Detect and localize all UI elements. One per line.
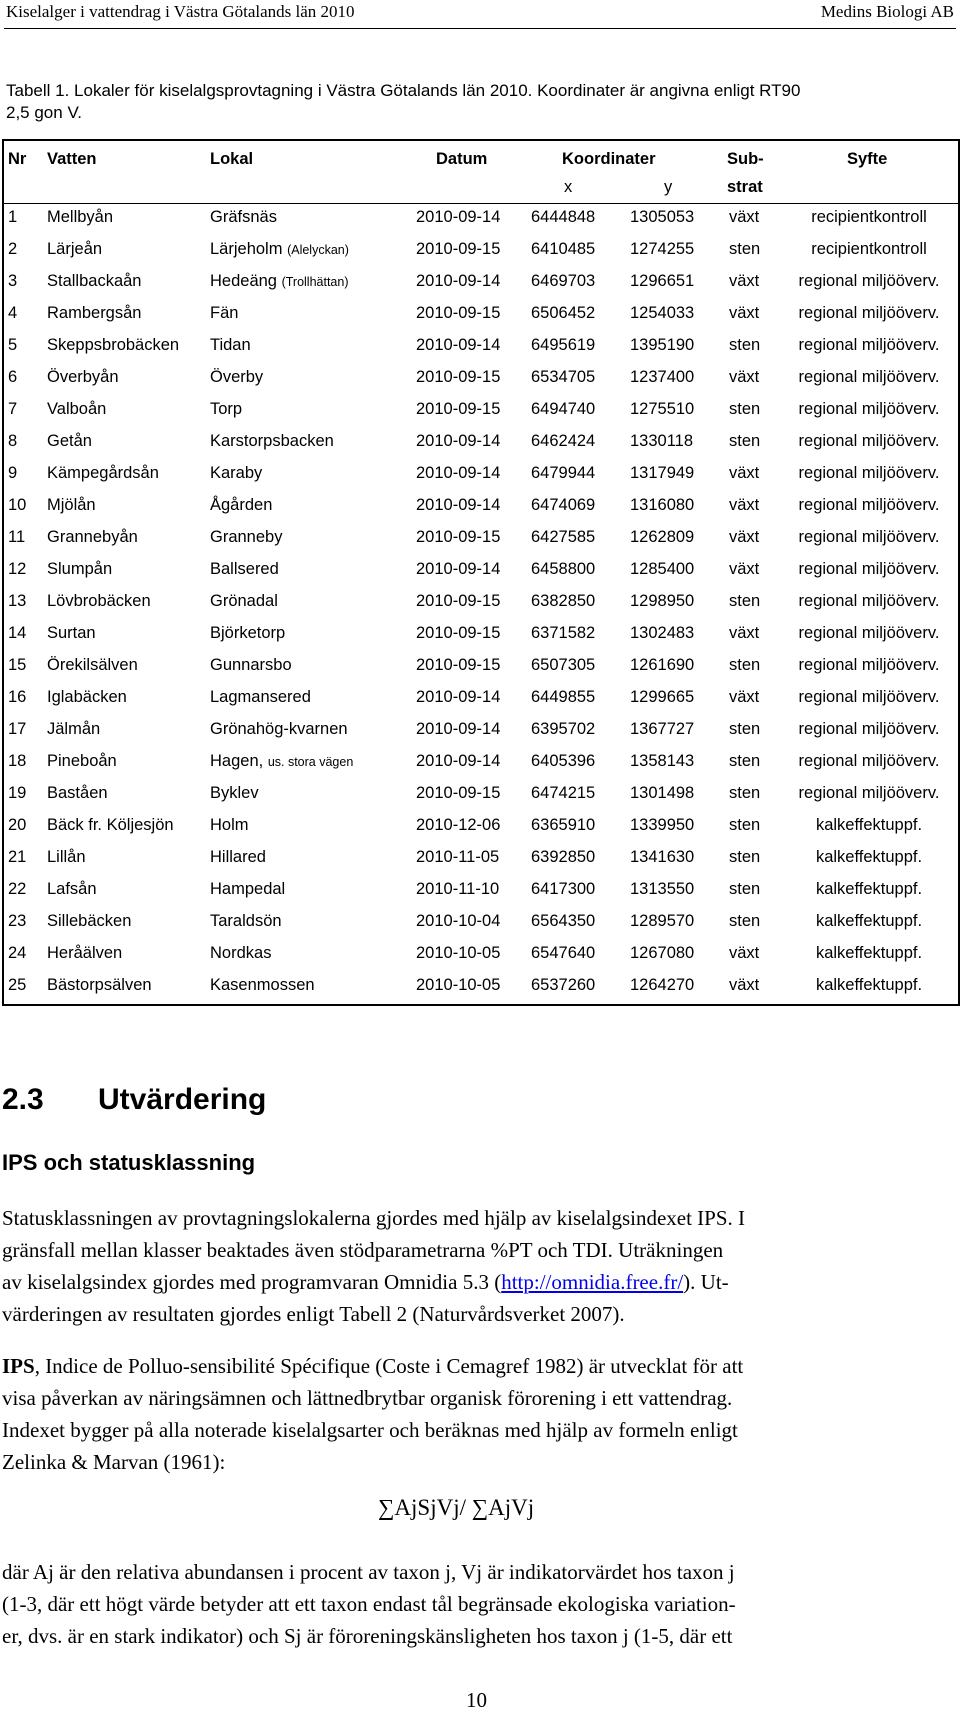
cell-nr: 22 xyxy=(8,880,27,898)
paragraph-definitions xyxy=(2,1556,956,1652)
section-heading xyxy=(2,1083,266,1117)
cell-syfte: regional miljööverv. xyxy=(798,432,940,450)
lokal-name: Överby xyxy=(210,368,264,386)
cell-syfte: regional miljööverv. xyxy=(798,624,940,642)
cell-substrat: växt xyxy=(729,496,760,514)
cell-x: 6449855 xyxy=(531,688,596,706)
cell-substrat: växt xyxy=(729,624,760,642)
running-header xyxy=(0,0,960,30)
cell-substrat: sten xyxy=(729,816,761,834)
cell-y: 1237400 xyxy=(630,368,695,386)
lokal-name: Karstorpsbacken xyxy=(210,432,334,450)
cell-lokal xyxy=(210,272,349,291)
cell-datum: 2010-09-14 xyxy=(416,432,501,450)
page-number: 10 xyxy=(466,1688,487,1712)
lokal-name: Hampedal xyxy=(210,880,286,898)
cell-vatten: Sillebäcken xyxy=(47,912,132,930)
cell-vatten: Örekilsälven xyxy=(47,656,138,674)
cell-vatten: Stallbackaån xyxy=(47,272,142,290)
lokal-name: Björketorp xyxy=(210,624,286,642)
cell-x: 6365910 xyxy=(531,816,596,834)
table-row xyxy=(4,587,958,619)
col-header-koordinater: Koordinater xyxy=(562,150,656,168)
cell-y: 1274255 xyxy=(630,240,695,258)
cell-lokal xyxy=(210,656,292,675)
col-header-datum: Datum xyxy=(436,150,488,168)
cell-substrat: växt xyxy=(729,368,760,386)
cell-lokal xyxy=(210,304,238,323)
table-row xyxy=(4,427,958,459)
lokal-note: (Alelyckan) xyxy=(287,243,349,257)
ips-term: IPS xyxy=(2,1354,35,1378)
lokal-name: Gräfsnäs xyxy=(210,208,277,226)
cell-vatten: Iglabäcken xyxy=(47,688,127,706)
cell-vatten: Lövbrobäcken xyxy=(47,592,151,610)
col-header-substrat-1: Sub- xyxy=(727,150,764,168)
cell-x: 6479944 xyxy=(531,464,596,482)
cell-datum: 2010-10-04 xyxy=(416,912,501,930)
cell-y: 1316080 xyxy=(630,496,695,514)
cell-substrat: sten xyxy=(729,432,761,450)
cell-x: 6547640 xyxy=(531,944,596,962)
subheading: IPS och statusklassning xyxy=(2,1150,256,1175)
cell-vatten: Överbyån xyxy=(47,368,119,386)
table-row xyxy=(4,619,958,651)
lokal-name: Torp xyxy=(210,400,243,418)
cell-vatten: Skeppsbrobäcken xyxy=(47,336,180,354)
cell-lokal xyxy=(210,400,242,419)
cell-substrat: sten xyxy=(729,240,761,258)
cell-syfte: regional miljööverv. xyxy=(798,304,940,322)
cell-x: 6417300 xyxy=(531,880,596,898)
table-row xyxy=(4,747,958,779)
cell-y: 1267080 xyxy=(630,944,695,962)
cell-x: 6506452 xyxy=(531,304,596,322)
cell-nr: 1 xyxy=(8,208,18,226)
table-row xyxy=(4,715,958,747)
cell-vatten: Lafsån xyxy=(47,880,97,898)
cell-y: 1261690 xyxy=(630,656,695,674)
cell-datum: 2010-09-15 xyxy=(416,784,501,802)
text-segment: av kiselalgsindex gjordes med programvaran Omnidia 5.3 ( xyxy=(2,1270,502,1294)
header-company: Medins Biologi AB xyxy=(820,2,954,21)
cell-substrat: sten xyxy=(729,656,761,674)
cell-datum: 2010-09-14 xyxy=(416,560,501,578)
cell-nr: 8 xyxy=(8,432,18,450)
cell-x: 6494740 xyxy=(531,400,596,418)
table-row xyxy=(4,811,958,843)
cell-syfte: regional miljööverv. xyxy=(798,368,940,386)
paragraph-status xyxy=(2,1202,956,1330)
cell-substrat: växt xyxy=(729,304,760,322)
cell-syfte: regional miljööverv. xyxy=(798,720,940,738)
cell-y: 1285400 xyxy=(630,560,695,578)
cell-y: 1289570 xyxy=(630,912,695,930)
cell-lokal xyxy=(210,880,285,899)
cell-y: 1395190 xyxy=(630,336,695,354)
lokal-name: Holm xyxy=(210,816,249,834)
cell-y: 1330118 xyxy=(630,432,694,450)
cell-lokal xyxy=(210,816,249,835)
cell-substrat: växt xyxy=(729,464,760,482)
section-title: Utvärdering xyxy=(98,1083,267,1116)
cell-y: 1296651 xyxy=(630,272,695,290)
cell-y: 1298950 xyxy=(630,592,695,610)
cell-x: 6458800 xyxy=(531,560,596,578)
text-line xyxy=(2,1266,956,1298)
cell-nr: 12 xyxy=(8,560,27,578)
lokal-name: Gunnarsbo xyxy=(210,656,292,674)
col-header-syfte: Syfte xyxy=(847,150,888,168)
cell-syfte: regional miljööverv. xyxy=(798,336,940,354)
cell-x: 6371582 xyxy=(531,624,596,642)
table-row xyxy=(4,523,958,555)
text-line: där Aj är den relativa abundansen i procent av taxon j, Vj är indikatorvärdet hos taxon j xyxy=(2,1560,735,1584)
cell-vatten: Grannebyån xyxy=(47,528,138,546)
cell-y: 1367727 xyxy=(630,720,695,738)
cell-lokal xyxy=(210,208,277,227)
cell-syfte: regional miljööverv. xyxy=(798,688,940,706)
col-header-vatten: Vatten xyxy=(47,150,97,168)
cell-syfte: kalkeffektuppf. xyxy=(815,944,923,962)
cell-vatten: Getån xyxy=(47,432,92,450)
cell-lokal xyxy=(210,752,353,771)
table-row xyxy=(4,299,958,331)
cell-datum: 2010-09-14 xyxy=(416,464,501,482)
text-line xyxy=(2,1350,956,1382)
lokal-name: Karaby xyxy=(210,464,263,482)
lokal-note: us. stora vägen xyxy=(267,755,354,769)
cell-datum: 2010-09-15 xyxy=(416,592,501,610)
ips-formula: ∑AjSjVj/ ∑AjVj xyxy=(378,1495,535,1520)
text-line: visa påverkan av näringsämnen och lättnedbrytbar organisk förorening i ett vattendrag. xyxy=(2,1386,733,1410)
lokal-name: Hillared xyxy=(210,848,266,866)
cell-vatten: Bästorpsälven xyxy=(47,976,152,994)
lokal-name: Tidan xyxy=(210,336,251,354)
cell-lokal xyxy=(210,944,271,963)
cell-nr: 20 xyxy=(8,816,27,834)
text-line: (1-3, där ett högt värde betyder att ett taxon endast tål begränsade ekologiska variation- xyxy=(2,1592,736,1616)
col-header-nr: Nr xyxy=(8,150,27,168)
cell-lokal xyxy=(210,784,259,803)
cell-substrat: växt xyxy=(729,528,760,546)
cell-lokal xyxy=(210,432,334,451)
cell-nr: 10 xyxy=(8,496,27,514)
cell-nr: 24 xyxy=(8,944,27,962)
text-line: Zelinka & Marvan (1961): xyxy=(2,1450,226,1474)
cell-x: 6405396 xyxy=(531,752,596,770)
cell-datum: 2010-09-15 xyxy=(416,400,501,418)
cell-datum: 2010-11-05 xyxy=(416,848,500,866)
cell-syfte: regional miljööverv. xyxy=(798,400,940,418)
cell-syfte: kalkeffektuppf. xyxy=(815,816,923,834)
cell-syfte: kalkeffektuppf. xyxy=(815,880,923,898)
cell-vatten: Heråälven xyxy=(47,944,123,962)
cell-syfte: kalkeffektuppf. xyxy=(815,912,923,930)
lokal-note: (Trollhättan) xyxy=(281,275,349,289)
text-line: gränsfall mellan klasser beaktades även stödparametrarna %PT och TDI. Uträkningen xyxy=(2,1238,724,1262)
cell-vatten: Mjölån xyxy=(47,496,96,514)
lokal-name: Granneby xyxy=(210,528,283,546)
cell-x: 6469703 xyxy=(531,272,596,290)
cell-datum: 2010-10-05 xyxy=(416,976,501,994)
cell-x: 6537260 xyxy=(531,976,596,994)
cell-lokal xyxy=(210,528,282,547)
cell-substrat: sten xyxy=(729,912,761,930)
header-title: Kiselalger i vattendrag i Västra Götalands län 2010 xyxy=(6,2,355,21)
cell-substrat: växt xyxy=(729,560,760,578)
cell-substrat: växt xyxy=(729,688,760,706)
cell-y: 1299665 xyxy=(630,688,695,706)
cell-nr: 3 xyxy=(8,272,18,290)
cell-datum: 2010-10-05 xyxy=(416,944,501,962)
cell-y: 1301498 xyxy=(630,784,695,802)
lokal-name: Byklev xyxy=(210,784,259,802)
text-line: värderingen av resultaten gjordes enligt Tabell 2 (Naturvårdsverket 2007). xyxy=(2,1302,625,1326)
cell-substrat: växt xyxy=(729,272,760,290)
cell-nr: 6 xyxy=(8,368,18,386)
cell-datum: 2010-09-14 xyxy=(416,752,501,770)
cell-syfte: regional miljööverv. xyxy=(798,784,940,802)
table-row xyxy=(4,971,958,1003)
cell-substrat: sten xyxy=(729,400,761,418)
lokal-name: Hagen, xyxy=(210,752,264,770)
table-row xyxy=(4,235,958,267)
lokal-name: Lagmansered xyxy=(210,688,311,706)
table-row xyxy=(4,779,958,811)
cell-nr: 21 xyxy=(8,848,27,866)
cell-syfte: regional miljööverv. xyxy=(798,528,940,546)
cell-nr: 2 xyxy=(8,240,18,258)
text-line: Indexet bygger på alla noterade kiselalgsarter och beräknas med hjälp av formeln enligt xyxy=(2,1418,738,1442)
cell-y: 1254033 xyxy=(630,304,695,322)
cell-vatten: Baståen xyxy=(47,784,108,802)
cell-nr: 11 xyxy=(8,528,26,546)
cell-datum: 2010-09-14 xyxy=(416,208,501,226)
cell-datum: 2010-09-15 xyxy=(416,528,501,546)
cell-substrat: sten xyxy=(729,720,761,738)
cell-lokal xyxy=(210,240,349,259)
cell-lokal xyxy=(210,688,311,707)
cell-lokal xyxy=(210,592,278,611)
table-row xyxy=(4,363,958,395)
text-segment: ). Ut- xyxy=(683,1270,729,1294)
col-header-x: x xyxy=(564,178,573,196)
table-row xyxy=(4,939,958,971)
cell-x: 6444848 xyxy=(531,208,596,226)
cell-y: 1339950 xyxy=(630,816,695,834)
table-row xyxy=(4,267,958,299)
lokal-name: Fän xyxy=(210,304,239,322)
cell-lokal xyxy=(210,496,272,515)
cell-lokal xyxy=(210,336,251,355)
cell-syfte: regional miljööverv. xyxy=(798,464,940,482)
cell-syfte: regional miljööverv. xyxy=(798,592,940,610)
table-row xyxy=(4,331,958,363)
cell-syfte: regional miljööverv. xyxy=(798,752,940,770)
cell-x: 6564350 xyxy=(531,912,596,930)
text-line: er, dvs. är en stark indikator) och Sj är föroreningskänsligheten hos taxon j (1-5, där ett xyxy=(2,1624,733,1648)
cell-syfte: kalkeffektuppf. xyxy=(815,848,923,866)
lokal-name: Hedeäng xyxy=(210,272,277,290)
cell-substrat: växt xyxy=(729,976,760,994)
lokal-name: Kasenmossen xyxy=(210,976,315,994)
cell-substrat: växt xyxy=(729,944,760,962)
cell-nr: 18 xyxy=(8,752,27,770)
cell-x: 6534705 xyxy=(531,368,596,386)
cell-syfte: regional miljööverv. xyxy=(798,272,940,290)
cell-nr: 23 xyxy=(8,912,27,930)
cell-x: 6395702 xyxy=(531,720,596,738)
sites-table xyxy=(2,139,960,1006)
table-row xyxy=(4,491,958,523)
cell-lokal xyxy=(210,976,315,995)
cell-vatten: Slumpån xyxy=(47,560,113,578)
cell-y: 1264270 xyxy=(630,976,695,994)
cell-substrat: sten xyxy=(729,336,761,354)
lokal-name: Grönahög-kvarnen xyxy=(210,720,348,738)
cell-lokal xyxy=(210,464,262,483)
table-row xyxy=(4,875,958,907)
text-segment: , Indice de Polluo-sensibilité Spécifique (Coste i Cemagref 1982) är utvecklat för att xyxy=(34,1354,744,1378)
header-rule xyxy=(4,28,956,29)
lokal-name: Nordkas xyxy=(210,944,272,962)
table-row xyxy=(4,555,958,587)
cell-vatten: Jälmån xyxy=(47,720,101,738)
lokal-name: Ballsered xyxy=(210,560,279,578)
cell-nr: 5 xyxy=(8,336,18,354)
cell-substrat: sten xyxy=(729,752,761,770)
cell-datum: 2010-09-15 xyxy=(416,240,501,258)
col-header-substrat-2: strat xyxy=(727,178,763,196)
cell-lokal xyxy=(210,560,279,579)
cell-datum: 2010-09-14 xyxy=(416,496,501,514)
cell-y: 1275510 xyxy=(630,400,695,418)
table-row xyxy=(4,203,958,235)
table-row xyxy=(4,843,958,875)
cell-lokal xyxy=(210,912,282,931)
cell-vatten: Lärjeån xyxy=(47,240,103,258)
cell-y: 1262809 xyxy=(630,528,695,546)
cell-syfte: regional miljööverv. xyxy=(798,656,940,674)
cell-x: 6382850 xyxy=(531,592,596,610)
cell-nr: 7 xyxy=(8,400,18,418)
cell-datum: 2010-09-14 xyxy=(416,272,501,290)
omnidia-link[interactable]: http://omnidia.free.fr/ xyxy=(501,1270,684,1294)
cell-vatten: Valboån xyxy=(47,400,107,418)
table-row xyxy=(4,395,958,427)
cell-nr: 15 xyxy=(8,656,27,674)
cell-datum: 2010-09-15 xyxy=(416,656,501,674)
cell-x: 6427585 xyxy=(531,528,596,546)
lokal-name: Lärjeholm xyxy=(210,240,283,258)
cell-nr: 17 xyxy=(8,720,27,738)
cell-x: 6410485 xyxy=(531,240,596,258)
cell-vatten: Bäck fr. Köljesjön xyxy=(47,816,174,834)
cell-x: 6474069 xyxy=(531,496,596,514)
cell-datum: 2010-11-10 xyxy=(416,880,500,898)
text-line: Statusklassningen av provtagningslokalerna gjordes med hjälp av kiselalgsindexet IPS. I xyxy=(2,1206,746,1230)
cell-x: 6462424 xyxy=(531,432,596,450)
cell-vatten: Surtan xyxy=(47,624,96,642)
cell-y: 1302483 xyxy=(630,624,695,642)
cell-nr: 13 xyxy=(8,592,27,610)
cell-substrat: växt xyxy=(729,208,760,226)
cell-substrat: sten xyxy=(729,848,761,866)
cell-syfte: kalkeffektuppf. xyxy=(815,976,923,994)
lokal-name: Grönadal xyxy=(210,592,278,610)
caption-line-2: 2,5 gon V. xyxy=(6,103,82,122)
table-caption xyxy=(6,80,956,124)
cell-datum: 2010-09-14 xyxy=(416,336,501,354)
cell-y: 1317949 xyxy=(630,464,695,482)
cell-syfte: recipientkontroll xyxy=(811,240,927,258)
section-number: 2.3 xyxy=(2,1083,44,1116)
cell-x: 6507305 xyxy=(531,656,596,674)
cell-vatten: Lillån xyxy=(47,848,86,866)
cell-substrat: sten xyxy=(729,784,761,802)
lokal-name: Taraldsön xyxy=(210,912,282,930)
cell-nr: 9 xyxy=(8,464,18,482)
cell-datum: 2010-09-14 xyxy=(416,720,501,738)
cell-y: 1313550 xyxy=(630,880,695,898)
cell-lokal xyxy=(210,624,285,643)
cell-nr: 14 xyxy=(8,624,27,642)
paragraph-ips xyxy=(2,1350,956,1478)
cell-substrat: sten xyxy=(729,592,761,610)
cell-lokal xyxy=(210,720,348,739)
table-row xyxy=(4,459,958,491)
col-header-lokal: Lokal xyxy=(210,150,254,168)
lokal-name: Ågården xyxy=(210,496,273,514)
cell-substrat: sten xyxy=(729,880,761,898)
cell-y: 1305053 xyxy=(630,208,695,226)
cell-nr: 19 xyxy=(8,784,27,802)
cell-syfte: recipientkontroll xyxy=(811,208,927,226)
cell-datum: 2010-09-15 xyxy=(416,304,501,322)
caption-line-1: Tabell 1. Lokaler för kiselalgsprovtagning i Västra Götalands län 2010. Koordinater är angivna enligt RT90 xyxy=(6,81,801,100)
cell-vatten: Pineboån xyxy=(47,752,117,770)
cell-vatten: Kämpegårdsån xyxy=(47,464,159,482)
table-row xyxy=(4,683,958,715)
cell-vatten: Mellbyån xyxy=(47,208,114,226)
cell-x: 6474215 xyxy=(531,784,596,802)
cell-nr: 16 xyxy=(8,688,27,706)
cell-datum: 2010-12-06 xyxy=(416,816,501,834)
cell-syfte: regional miljööverv. xyxy=(798,560,940,578)
table-row xyxy=(4,907,958,939)
cell-datum: 2010-09-15 xyxy=(416,368,501,386)
col-header-y: y xyxy=(664,178,673,196)
cell-syfte: regional miljööverv. xyxy=(798,496,940,514)
cell-y: 1341630 xyxy=(630,848,695,866)
cell-y: 1358143 xyxy=(630,752,695,770)
cell-datum: 2010-09-15 xyxy=(416,624,501,642)
cell-x: 6495619 xyxy=(531,336,596,354)
cell-nr: 25 xyxy=(8,976,27,994)
table-row xyxy=(4,651,958,683)
cell-lokal xyxy=(210,848,266,867)
cell-vatten: Rambergsån xyxy=(47,304,142,322)
cell-x: 6392850 xyxy=(531,848,596,866)
cell-lokal xyxy=(210,368,263,387)
cell-datum: 2010-09-14 xyxy=(416,688,501,706)
cell-nr: 4 xyxy=(8,304,18,322)
